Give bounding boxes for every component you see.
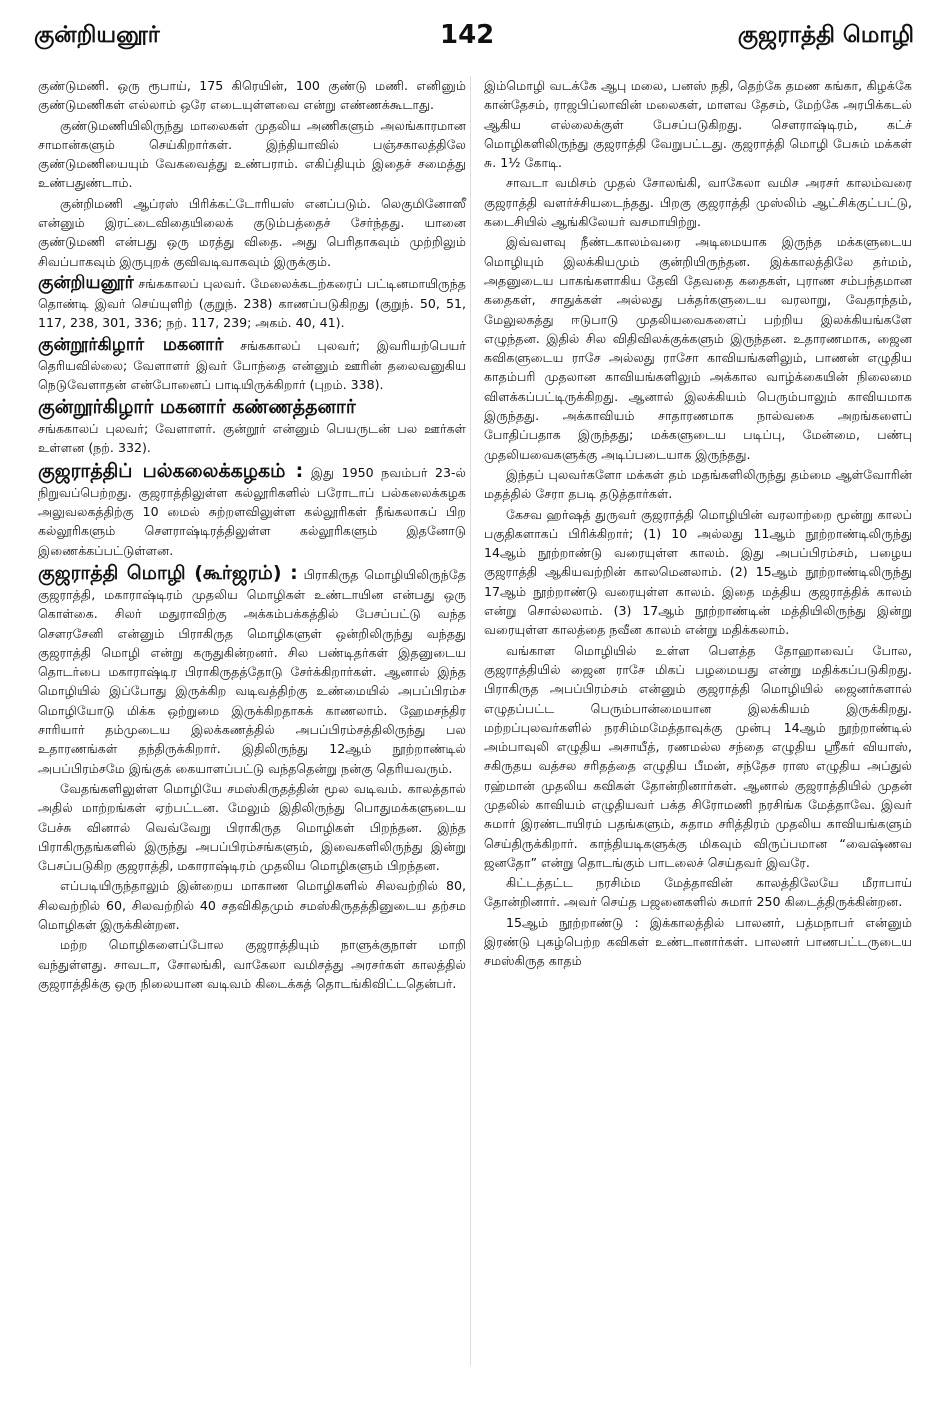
encyclopedia-entry bbox=[38, 459, 466, 560]
paragraph: கேசவ ஹர்ஷத் துருவர் குஜராத்தி மொழியின் வரலாற்றை மூன்று காலப் பகுதிகளாகப் பிரிக்கிறார்; (1) 10 அல்லது 11ஆம் நூற்றாண்டிலிருந்து 14ஆம் நூற்றாண்டு வரையுள்ள காலம். இது அபப்பிரம்சம், பழைய குஜராத்தி ஆகியவற்றின் காலமெனலாம். (2) 15ஆம் நூற்றாண்டிலிருந்து 17ஆம் நூற்றாண்டு வரையுள்ள காலம். இதை மத்திய குஜராத்திக் காலம் என்று சொல்லலாம். (3) 17ஆம் நூற்றாண்டின் மத்தியிலிருந்து இன்று வரையுள்ள காலத்தை நவீன காலம் என்று மதிக்கலாம். bbox=[484, 506, 912, 638]
paragraph: இவ்வளவு நீண்டகாலம்வரை அடிமையாக இருந்த மக்களுடைய மொழியும் இலக்கியமும் குன்றியிருந்தன. இக்காலத்திலே தர்மம், அதனுடைய பாகங்களாகிய தேவி தேவதை கதைகள், புராண சம்பந்தமான கதைகள், சாதுக்கள் அல்லது பக்தர்களுடைய வரலாறு, வேதாந்தம், மேலுலகத்து ஈடுபாடு முதலியவைகளைப் பற்றிய இலக்கியங்களே எழுந்தன. இதில் சில விதிவிலக்குக்களும் இருந்தன. உதாரணமாக, ஜைன கவிகளுடைய ராசே அல்லது ராசோ காவியங்களிலும், பாணன் எழுதிய காதம்பரி முதலான காவியங்களிலும் அக்கால வாழ்க்கையின் நிலைமை விளக்கப்பட்டிருக்கிறது. ஆனால் இலக்கியம் பெரும்பாலும் காவியமாக இருந்தது. அக்காவியம் சாதாரணமாக நால்வகை அறங்களைப் போதிப்பதாக இருந்தது; மக்களுடைய படிப்பு, மேன்மை, பண்பு முதலியவைகளுக்கு அடிப்படையாக இருந்தது. bbox=[484, 234, 912, 462]
paragraph: குண்டுமணியிலிருந்து மாலைகள் முதலிய அணிகளும் அலங்காரமான சாமான்களும் செய்கிறார்கள். இந்தியாவில் பஞ்சகாலத்திலே குண்டுமணியையும் வேகவைத்து உண்பராம். எகிப்தியும் இதைச் சமைத்து உண்பதுண்டாம். bbox=[38, 117, 466, 191]
entry-body: சங்ககாலப் புலவர். மேலைக்கடற்கரைப் பட்டினமாயிருந்த தொண்டி இவர் செய்யுளிற் (குறுந். 238) காணப்படுகிறது (குறுந். 50, 51, 117, 238, 301, 336; நற். 117, 239; அகம். 40, 41). bbox=[38, 275, 466, 331]
paragraph: சாவடா வமிசம் முதல் சோலங்கி, வாகேலா வமிச அரசர் காலம்வரை குஜராத்தி வளர்ச்சியடைந்தது. பிறகு குஜராத்தி முஸ்லிம் ஆட்சிக்குட்பட்டு, கடைசியில் ஆங்கிலேயர் வசமாயிற்று. bbox=[484, 175, 912, 230]
entry-headword: குஜராத்தி மொழி (கூர்ஜரம்) : bbox=[38, 561, 298, 584]
paragraph: மற்ற மொழிகளைப்போல குஜராத்தியும் நாளுக்குநாள் மாறி வந்துள்ளது. சாவடா, சோலங்கி, வாகேலா வமிசத்து அரசர்கள் காலத்தில் குஜராத்திக்கு ஒரு நிலையான வடிவம் கிடைக்கத் தொடங்கிவிட்டதென்பர். bbox=[38, 937, 466, 991]
entry-body: சங்ககாலப் புலவர்; வேளாளர். குன்றூர் என்னும் பெயருடன் பல ஊர்கள் உள்ளன (நற். 332). bbox=[38, 421, 466, 456]
entry-body: இது 1950 நவம்பர் 23-ல் நிறுவப்பெற்றது. குஜராத்திலுள்ள கல்லூரிகளில் பரோடாப் பல்கலைக்கழக அலுவலகத்திற்கு 10 மைல் சுற்றளவிலுள்ள கல்லூரிகள் நீங்கலாகப் பிற கல்லூரிகளும் சௌராஷ்டிரத்திலுள்ள கல்லூரிகளும் இதனோடு இணைக்கப்பட்டுள்ளன. bbox=[38, 464, 467, 558]
column-divider bbox=[470, 76, 471, 1366]
paragraph: வேதங்களிலுள்ள மொழியே சமஸ்கிருதத்தின் மூல வடிவம். காலத்தால் அதில் மாற்றங்கள் ஏற்பட்டன. மேலும் இதிலிருந்து பொதுமக்களுடைய பேச்சு வினால் வெவ்வேறு பிராகிருத மொழிகள் பிறந்தன. இந்த பிராகிருதங்களில் இருந்து அபப்பிரம்சங்களும், இவைகளிலிருந்து இன்று பேசப்படுகிற குஜராத்தி, மகாராஷ்டிரம் முதலிய மொழிகளும் பிறந்தன. bbox=[38, 780, 466, 874]
encyclopedia-entry bbox=[38, 395, 466, 458]
running-head-left: குன்றியனூர் bbox=[34, 22, 160, 48]
encyclopedia-entry bbox=[38, 334, 466, 395]
left-column bbox=[38, 76, 466, 994]
entry-body: சங்ககாலப் புலவர்; இவரியற்பெயர் தெரியவில்லை; வேளாளர் இவர் போந்தை என்னும் ஊரின் தலைவனுகிய நெடுவேளாதன் என்போனைப் பாடியிருக்கிறார் (புறம். 338). bbox=[38, 337, 466, 392]
paragraph: 15ஆம் நூற்றாண்டு : இக்காலத்தில் பாலனர், பத்மநாபர் என்னும் இரண்டு புகழ்பெற்ற கவிகள் உண்டானார்கள். பாலனர் பாணபட்டருடைய சமஸ்கிருத காதம் bbox=[484, 914, 912, 969]
paragraph: குண்டுமணி. ஒரு ரூபாய், 175 கிரெயின், 100 குண்டு மணி. எனினும் குண்டுமணிகள் எல்லாம் ஒரே எடையுள்ளவை என்று எண்ணக்கூடாது. bbox=[38, 78, 466, 113]
entry-headword: குன்றூர்கிழார் மகனார் கண்ணத்தனார் bbox=[38, 396, 356, 419]
running-head-right: குஜராத்தி மொழி bbox=[737, 22, 914, 48]
encyclopedia-entry bbox=[38, 561, 466, 778]
right-column bbox=[484, 76, 912, 972]
paragraph: இந்தப் புலவர்களோ மக்கள் தம் மதங்களிலிருந்து தம்மை ஆள்வோரின் மதத்தில் சேரா தபடி தடுத்தார்கள். bbox=[484, 466, 912, 502]
paragraph: வங்காள மொழியில் உள்ள பௌத்த தோஹாவைப் போல, குஜராத்தியில் ஜைன ராசே மிகப் பழமையது என்று மதிக்கப்படுகிறது. பிராகிருத அபப்பிரம்சம் என்னும் குஜராத்தி மொழியில் ஜைனர்களால் எழுதப்பட்ட பெரும்பான்மையான இலக்கியம் இருக்கிறது. மற்றப்புலவர்களில் நரசிம்மமேத்தாவுக்கு முன்பு 14ஆம் நூற்றாண்டில் அம்பாவுலி எழுதிய அசாயீத், ரணமல்ல சந்தை எழுதிய ஸ்ரீகர் வியாஸ், சகிருதய வத்சல சரிதத்தை எழுதிய பீமன், சந்தேச ராஸ எழுதிய அப்துல் ரஹ்மான் முதலிய கவிகள் தோன்றினார்கள். ஆனால் குஜராத்தியில் முதன் முதலில் காவியம் எழுதியவர் பக்த சிரோமணி நரசிங்க மேத்தாவே. இவர் சுமார் இரண்டாயிரம் பதங்களும், சுதாம சரித்திரம் முதலிய காவியங்களும் செய்திருக்கிறார். காந்தியடிகளுக்கு மிகவும் விருப்பமான “வைஷ்ணவ ஜனதோ” என்று தொடங்கும் பாடலைச் செய்தவர் இவரே. bbox=[484, 642, 912, 870]
paragraph: எப்படியிருந்தாலும் இன்றைய மாகாண மொழிகளில் சிலவற்றில் 80, சிலவற்றில் 60, சிலவற்றில் 40 சதவிகிதமும் சமஸ்கிருதத்தினுடைய தற்சம மொழிகள் இருக்கின்றன. bbox=[38, 878, 466, 932]
entry-body: பிராகிருத மொழியிலிருந்தே குஜராத்தி, மகாராஷ்டிரம் முதலிய மொழிகள் உண்டாயின என்பது ஒரு கொள்கை. சிலர் மதுராவிற்கு அக்கம்பக்கத்தில் பேசப்பட்டு வந்த சௌரசேனி என்னும் பிராகிருத மொழிகளுள் ஒன்றிலிருந்து வந்தது குஜராத்தி மொழி என்று கருதுகின்றனர். சில பண்டிதர்கள் இதனுடைய தொடர்பை மகாராஷ்டிர பிராகிருதத்தோடு சேர்க்கிறார்கள். ஆனால் இந்த மொழியில் இப்போது இருக்கிற வடிவத்திற்கு உண்மையில் அபப்பிரம்ச மொழியோடு மிக்க ஒற்றுமை இருக்கிறதாகக் காணலாம். ஹேமசந்திர சாரியார் தம்முடைய இலக்கணத்தில் அபப்பிரம்சத்திலிருந்து பல உதாரணங்கள் தந்திருக்கிறார். இதிலிருந்து 12ஆம் நூற்றாண்டில் அபப்பிரம்சமே இங்குக் கையாளப்பட்டு வந்ததென்று நன்கு தெரியவரும். bbox=[38, 566, 466, 776]
encyclopedia-entry bbox=[38, 272, 466, 333]
entry-headword: குஜராத்திப் பல்கலைக்கழகம் : bbox=[38, 459, 304, 482]
page-header bbox=[0, 0, 940, 60]
paragraph: குன்றிமணி ஆப்ரஸ் பிரிக்கட்டோரியஸ் எனப்படும். லெகுமினோஸீ என்னும் இரட்டைவிதையிலைக் குடும்பத்தைச் சேர்ந்தது. யானை குண்டுமணி என்பது ஒரு மரத்து விதை. அது பெரிதாகவும் முற்றிலும் சிவப்பாகவும் இருபுறக் குவிவடிவாகவும் இருக்கும். bbox=[38, 195, 466, 269]
paragraph: கிட்டத்தட்ட நரசிம்ம மேத்தாவின் காலத்திலேயே மீராபாய் தோன்றினார். அவர் செய்த பஜனைகளில் சுமார் 250 கிடைத்திருக்கின்றன. bbox=[484, 875, 912, 910]
entry-headword: குன்றூர்கிழார் மகனார் bbox=[38, 334, 224, 355]
entry-headword: குன்றியனூர் bbox=[38, 272, 134, 293]
paragraph: இம்மொழி வடக்கே ஆபு மலை, பனஸ் நதி, தெற்கே தமண கங்கா, கிழக்கே கான்தேசம், ராஜபிப்லாவின் மலைகள், மாளவ தேசம், மேற்கே அரபிக்கடல் ஆகிய எல்லைக்குள் பேசப்படுகிறது. சௌராஷ்டிரம், கட்ச் மொழிகளிலிருந்து குஜராத்தி வேறுபட்டது. குஜராத்தி மொழி பேசும் மக்கள் சு. 1½ கோடி. bbox=[484, 78, 912, 171]
page-number: 142 bbox=[440, 20, 495, 50]
